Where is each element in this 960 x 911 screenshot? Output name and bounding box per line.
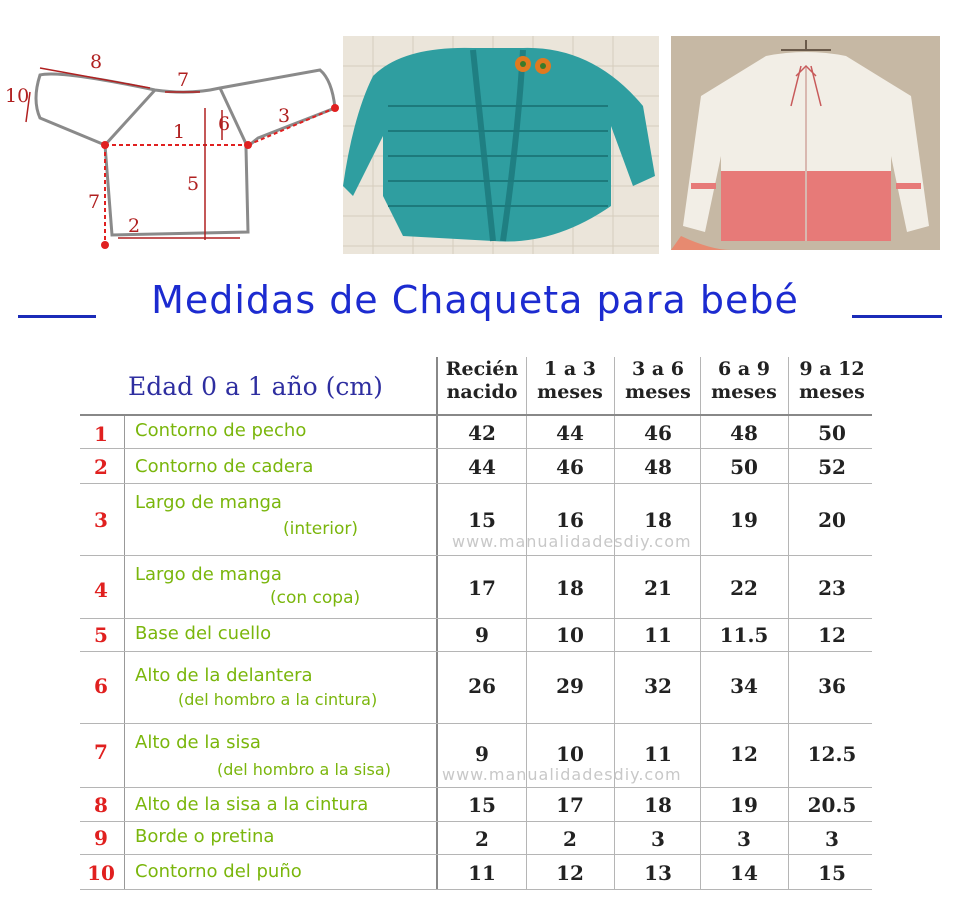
- page-title: Medidas de Chaqueta para bebé: [151, 278, 799, 322]
- table-row: 1 Contorno de pecho 42 44 46 48 50: [94, 420, 846, 446]
- diagram-label-4: 8: [90, 51, 103, 73]
- measurements-table: [80, 352, 872, 890]
- watermark: www.manualidadesdiy.com: [442, 765, 682, 784]
- diagram-label-10: 10: [5, 85, 30, 107]
- title-banner: [0, 278, 960, 328]
- table-row: 2 Contorno de cadera 44 46 48 50 52: [94, 455, 846, 479]
- title-left-rule: [18, 315, 96, 318]
- col-header: 1 a 3 meses: [537, 358, 603, 403]
- table-row: 10 Contorno del puño 11 12 13 14 15: [87, 861, 846, 885]
- table-row: 5 Base del cuello 9 10 11 11.5 12: [94, 623, 846, 647]
- jacket-pattern-diagram: [0, 40, 340, 260]
- title-right-rule: [852, 315, 942, 318]
- table-row: 6 Alto de la delantera (del hombro a la cintura) 26 29 32 34 36: [94, 665, 846, 709]
- table-row: 9 Borde o pretina 2 2 3 3 3: [94, 826, 839, 851]
- col-header: 3 a 6 meses: [625, 358, 691, 403]
- diagram-label-5: 7: [177, 69, 190, 91]
- diagram-label-2: 2: [128, 215, 141, 237]
- table-row: 7 Alto de la sisa (del hombro a la sisa) 9 10 11 12 12.5: [94, 732, 857, 779]
- table-row: 8 Alto de la sisa a la cintura 15 17 18 19 20.5: [94, 793, 857, 817]
- diagram-label-7: 6: [218, 113, 231, 135]
- table-row: 3 Largo de manga (interior) 15 16 18 19 20: [94, 492, 846, 539]
- teal-jacket-photo: [343, 36, 659, 254]
- diagram-label-1: 1: [173, 121, 186, 143]
- row-divider: [80, 889, 872, 890]
- table-corner-label: Edad 0 a 1 año (cm): [128, 372, 383, 401]
- diagram-label-6: 5: [187, 173, 200, 195]
- diagram-label-3: 3: [278, 105, 291, 127]
- pink-jacket-photo: [671, 36, 940, 250]
- watermark: www.manualidadesdiy.com: [452, 532, 692, 551]
- col-header: Recién nacido: [445, 358, 519, 403]
- table-row: 4 Largo de manga (con copa) 17 18 21 22 23: [94, 564, 846, 608]
- col-header: 6 a 9 meses: [711, 358, 777, 403]
- diagram-label-8: 7: [88, 191, 101, 213]
- col-header: 9 a 12 meses: [799, 358, 865, 403]
